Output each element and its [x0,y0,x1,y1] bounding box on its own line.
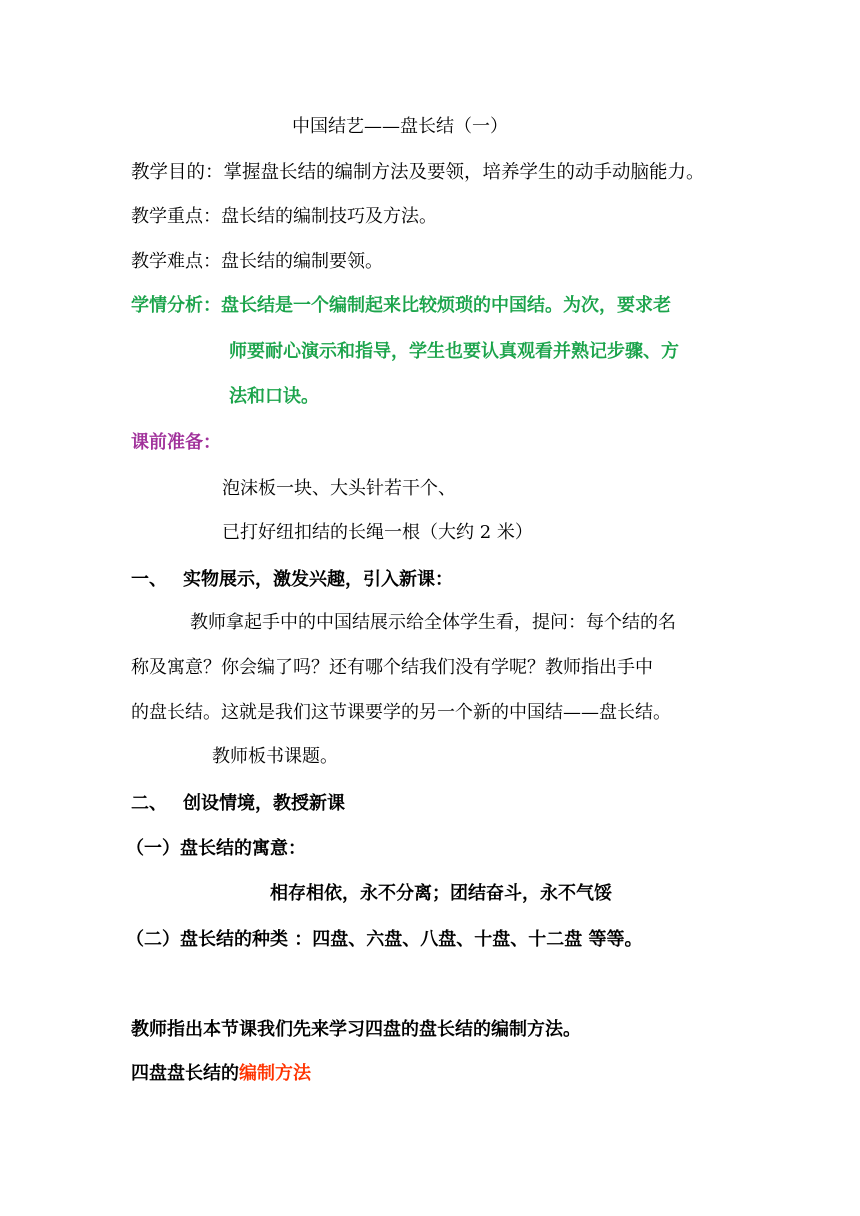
section-1-para-line-2: 称及寓意？你会编了吗？还有哪个结我们没有学呢？教师指出手中 [131,657,653,678]
teaching-difficulty: 教学难点：盘长结的编制要领。 [131,251,383,272]
method-heading-highlight: 编制方法 [239,1063,311,1084]
analysis-line-2: 师要耐心演示和指导，学生也要认真观看并熟记步骤、方 [229,341,679,362]
method-heading-prefix: 四盘盘长结的 [131,1063,239,1084]
method-heading [131,1063,311,1085]
subsection-meaning-heading: （一）盘长结的寓意： [126,838,306,859]
knot-meaning: 相存相依，永不分离；团结奋斗，永不气馁 [270,883,612,904]
teaching-key-point: 教学重点：盘长结的编制技巧及方法。 [131,206,437,227]
section-2-number: 二、 [131,793,167,814]
section-2-heading: 创设情境，教授新课 [183,793,345,814]
section-1-para-line-1: 教师拿起手中的中国结展示给全体学生看，提问：每个结的名 [190,612,676,633]
prep-item-1: 泡沫板一块、大头针若干个、 [222,478,456,499]
analysis-line-1: 学情分析：盘长结是一个编制起来比较烦琐的中国结。为次，要求老 [131,295,671,316]
teacher-note: 教师指出本节课我们先来学习四盘的盘长结的编制方法。 [131,1019,581,1040]
analysis-line-3: 法和口诀。 [229,386,319,407]
section-1-board-note: 教师板书课题。 [212,746,338,767]
section-1-number: 一、 [131,569,167,590]
section-1-heading: 实物展示，激发兴趣，引入新课： [183,569,453,590]
teaching-objective: 教学目的：掌握盘长结的编制方法及要领，培养学生的动手动脑能力。 [131,162,705,183]
prep-heading: 课前准备： [131,432,221,453]
prep-item-2: 已打好纽扣结的长绳一根（大约 2 米） [222,522,533,543]
subsection-types: （二）盘长结的种类 ：四盘、六盘、八盘、十盘、十二盘 等等。 [126,929,643,950]
section-1-para-line-3: 的盘长结。这就是我们这节课要学的另一个新的中国结——盘长结。 [131,702,671,723]
doc-title: 中国结艺——盘长结（一） [292,116,508,137]
